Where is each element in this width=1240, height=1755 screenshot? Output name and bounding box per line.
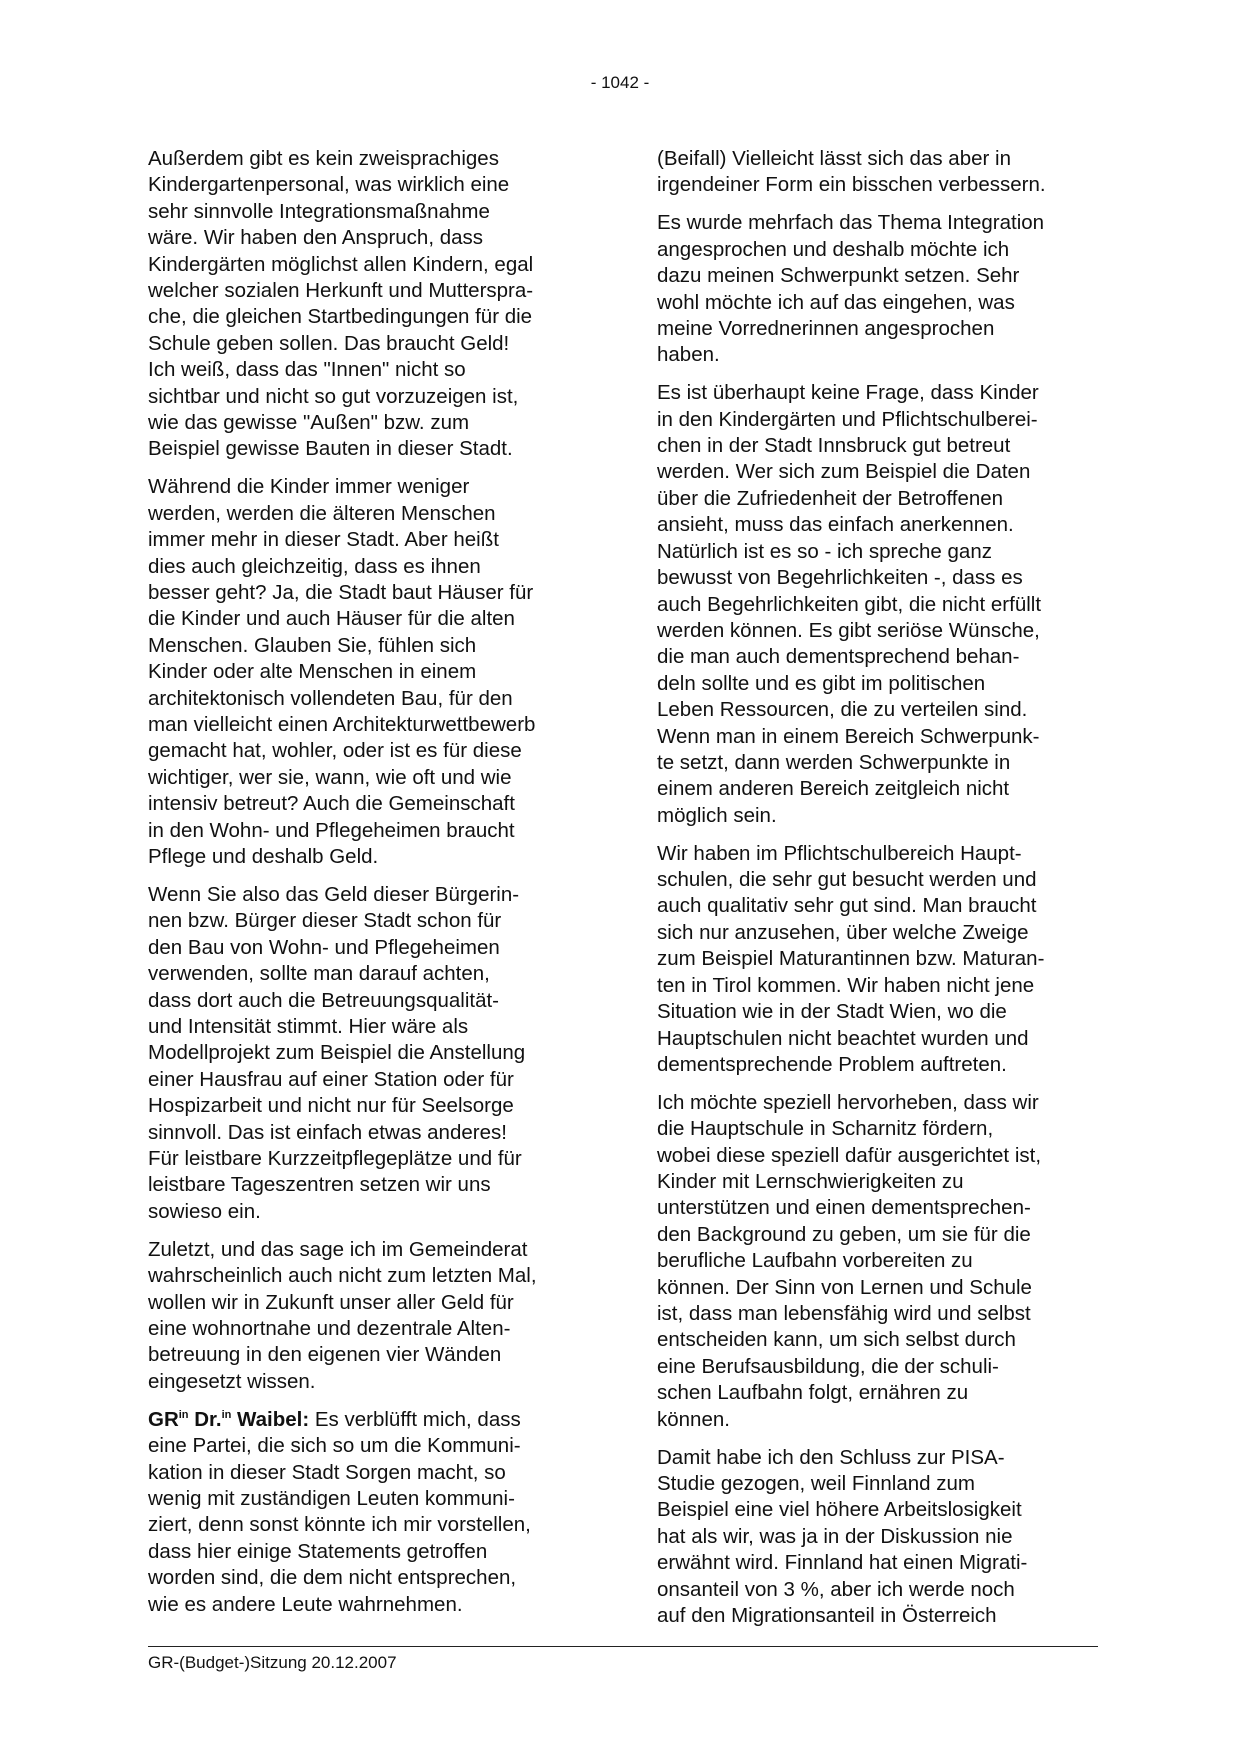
paragraph: Wenn Sie also das Geld dieser Bürgerin- nen bzw. Bürger dieser Stadt schon für den Bau von Wohn- und Pflegeheimen verwenden, sollte man darauf achten, dass dort auch die Betreuungsqualität- und Intensität stimmt. Hier wäre als Modellprojekt zum Beispiel die Anstellung einer Hausfrau auf einer Station oder für Hospizarbeit und nicht nur für Seelsorge sinnvoll. Das ist einfach etwas anderes! Für leistbare Kurzzeitpflegeplätze und für leistbare Tageszentren setzen wir uns sowieso ein. <box>148 882 526 1223</box>
speaker-prefix: GR <box>148 1407 179 1431</box>
speaker-paragraph <box>148 1407 586 1618</box>
speaker-text: Es verblüfft mich, dass eine Partei, die sich so um die Kommuni- kation in dieser Stadt Sorgen macht, so wenig mit zuständigen Leuten kommuni- ziert, denn sonst könnte ich mir vorstellen, dass hier einige Statements getroffen worden sind, die dem nicht entsprechen, wie es andere Leute wahrnehmen. <box>148 1407 531 1616</box>
paragraph: (Beifall) Vielleicht lässt sich das aber in irgendeiner Form ein bisschen verbessern. <box>657 147 1046 197</box>
paragraph: Es wurde mehrfach das Thema Integration angesprochen und deshalb möchte ich dazu meinen Schwerpunkt setzen. Sehr wohl möchte ich auf das eingehen, was meine Vorrednerinnen angesprochen haben. <box>657 211 1045 367</box>
paragraph: Wir haben im Pflichtschulbereich Haupt- schulen, die sehr gut besucht werden und auch qualitativ sehr gut sind. Man braucht sich nur anzusehen, über welche Zweige zum Beispiel Maturantinnen bzw. Maturan- ten in Tirol kommen. Wir haben nicht jene Situation wie in der Stadt Wien, wo die Hauptschulen nicht beachtet wurden und dementsprechende Problem auftreten. <box>657 841 1045 1076</box>
speaker-surname: Waibel: <box>231 1407 310 1431</box>
paragraph: Damit habe ich den Schluss zur PISA- Studie gezogen, weil Finnland zum Beispiel eine viel höhere Arbeitslosigkeit hat als wir, was ja in der Diskussion nie erwähnt wird. Finnland hat einen Migrati- onsanteil von 3 %, aber ich werde noch auf den Migrationsanteil in Österreich <box>657 1445 1028 1628</box>
left-column <box>148 146 586 1629</box>
paragraph: Während die Kinder immer weniger werden, werden die älteren Menschen immer mehr in dieser Stadt. Aber heißt dies auch gleichzeitig, dass es ihnen besser geht? Ja, die Stadt baut Häuser für die Kinder und auch Häuser für die alten Menschen. Glauben Sie, fühlen sich Kinder oder alte Menschen in einem architektonisch vollendeten Bau, für den man vielleicht einen Architekturwettbewerb gemacht hat, wohler, oder ist es für diese wichtiger, wer sie, wann, wie oft und wie intensiv betreut? Auch die Gemeinschaft in den Wohn- und Pflegeheimen braucht Pflege und deshalb Geld. <box>148 475 536 869</box>
right-column <box>657 146 1105 1641</box>
paragraph: Es ist überhaupt keine Frage, dass Kinder in den Kindergärten und Pflichtschulberei- chen in der Stadt Innsbruck gut betreut werden. Wer sich zum Beispiel die Daten über die Zufriedenheit der Betroffenen ansieht, muss das einfach anerkennen. Natürlich ist es so - ich spreche ganz bewusst von Begehrlichkeiten -, dass es auch Begehrlichkeiten gibt, die nicht erfüllt werden können. Es gibt seriöse Wünsche, die man auch dementsprechend behan- deln sollte und es gibt im politischen Leben Ressourcen, die zu verteilen sind. Wenn man in einem Bereich Schwerpunk- te setzt, dann werden Schwerpunkte in einem anderen Bereich zeitgleich nicht möglich sein. <box>657 381 1042 827</box>
paragraph: Außerdem gibt es kein zweisprachiges Kindergartenpersonal, was wirklich eine sehr sinnvolle Integrationsmaßnahme wäre. Wir haben den Anspruch, dass Kindergärten möglichst allen Kindern, egal welcher sozialen Herkunft und Mutterspra- che, die gleichen Startbedingungen für die Schule geben sollen. Das braucht Geld! Ich weiß, dass das "Innen" nicht so sichtbar und nicht so gut vorzuzeigen ist, wie das gewisse "Außen" bzw. zum Beispiel gewisse Bauten in dieser Stadt. <box>148 147 534 461</box>
speaker-title-sup: in <box>221 1408 232 1421</box>
paragraph: Zuletzt, und das sage ich im Gemeinderat wahrscheinlich auch nicht zum letzten Mal, wollen wir in Zukunft unser aller Geld für eine wohnortnahe und dezentrale Alten- betreuung in den eigenen vier Wänden eingesetzt wissen. <box>148 1237 537 1393</box>
paragraph: Ich möchte speziell hervorheben, dass wir die Hauptschule in Scharnitz fördern, wobei diese speziell dafür ausgerichtet ist, Kinder mit Lernschwierigkeiten zu unterstützen und einen dementsprechen- den Background zu geben, um sie für die berufliche Laufbahn vorbereiten zu können. Der Sinn von Lernen und Schule ist, dass man lebensfähig wird und selbst entscheiden kann, um sich selbst durch eine Berufsausbildung, die der schuli- schen Laufbahn folgt, ernähren zu können. <box>657 1090 1042 1431</box>
page-number: - 1042 - <box>590 73 650 92</box>
footer-text: GR-(Budget-)Sitzung 20.12.2007 <box>148 1653 397 1672</box>
speaker-prefix-sup: in <box>178 1408 189 1421</box>
speaker-name <box>148 1408 309 1431</box>
speaker-title: Dr. <box>188 1407 222 1431</box>
footer-divider <box>148 1646 1098 1647</box>
